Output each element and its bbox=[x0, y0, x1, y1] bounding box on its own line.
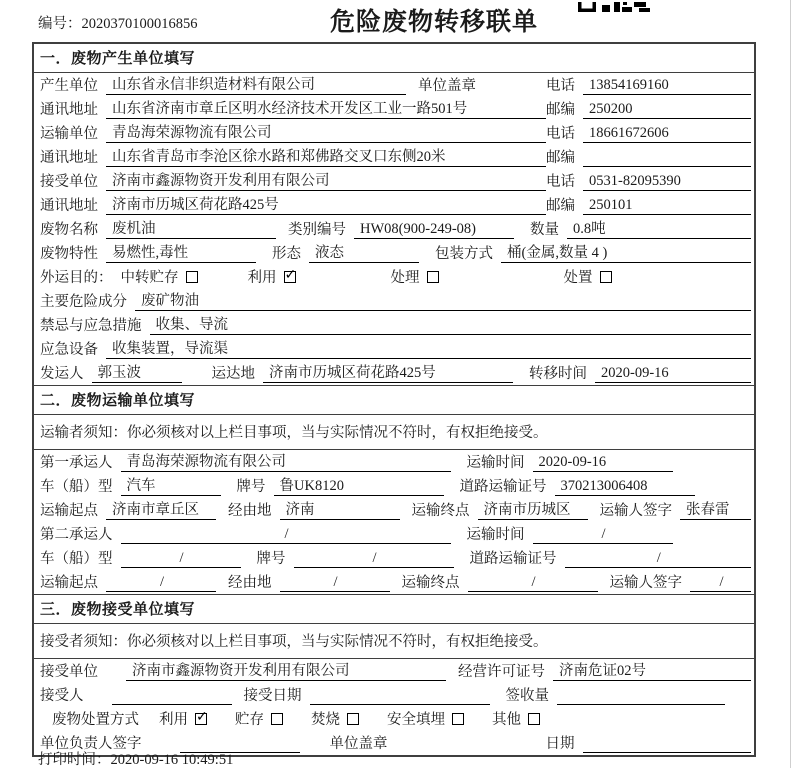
checkbox-label: 贮存 bbox=[235, 712, 264, 728]
transporter-signature-value: 张春雷 bbox=[680, 498, 751, 520]
plate-value: / bbox=[294, 550, 454, 568]
transporter-unit-value: 青岛海荣源物流有限公司 bbox=[106, 121, 546, 143]
hazard-component-row bbox=[34, 289, 754, 313]
origin-value: 济南市章丘区 bbox=[106, 498, 216, 520]
receiver-unit-value: 济南市鑫源物资开发利用有限公司 bbox=[106, 169, 546, 191]
section3-header: 三．废物接受单位填写 bbox=[34, 594, 754, 624]
transporter-unit-row bbox=[34, 121, 754, 145]
producer-unit-row bbox=[34, 73, 754, 97]
endpoint-value: / bbox=[468, 574, 598, 592]
checkbox-icon bbox=[427, 271, 439, 283]
field-label: 车（船）型 bbox=[40, 551, 113, 567]
checkbox-label: 利用 bbox=[159, 712, 188, 728]
endpoint-label: 运输终点 bbox=[401, 575, 460, 591]
field-label: 发运人 bbox=[40, 366, 84, 382]
transporter-signature-value: / bbox=[690, 574, 751, 592]
receiver-address-value: 济南市历城区荷花路425号 bbox=[106, 193, 546, 215]
plate-label: 牌号 bbox=[236, 479, 266, 495]
option-dispose bbox=[564, 266, 612, 287]
road-permit-label: 道路运输证号 bbox=[459, 479, 547, 495]
received-quantity-value bbox=[557, 687, 725, 705]
transfer-time-label: 转移时间 bbox=[529, 366, 587, 382]
option-utilize bbox=[248, 266, 296, 287]
checkbox-label: 处置 bbox=[563, 270, 593, 286]
acceptor-row bbox=[34, 683, 754, 707]
quantity-label: 数量 bbox=[530, 222, 559, 238]
field-label: 通讯地址 bbox=[40, 102, 98, 118]
accept-date-label: 接受日期 bbox=[243, 688, 302, 704]
transporter-address-row bbox=[34, 145, 754, 169]
field-label: 运输起点 bbox=[40, 575, 98, 591]
license-label: 经营许可证号 bbox=[458, 664, 545, 680]
option-utilize bbox=[159, 708, 207, 729]
doc-number-value: 2020370100016856 bbox=[81, 16, 198, 32]
option-other bbox=[492, 708, 540, 729]
road-permit-value: 370213006408 bbox=[555, 478, 696, 496]
field-label: 接受单位 bbox=[40, 174, 98, 190]
license-value: 济南危证02号 bbox=[553, 659, 751, 681]
document-header bbox=[0, 0, 796, 42]
field-label: 第一承运人 bbox=[40, 455, 113, 471]
receiver-unit-row bbox=[34, 169, 754, 193]
field-label: 废物处置方式 bbox=[52, 712, 139, 728]
phone-label: 电话 bbox=[546, 126, 575, 142]
field-label: 运输单位 bbox=[40, 126, 98, 142]
field-label: 禁忌与应急措施 bbox=[40, 318, 142, 334]
field-label: 产生单位 bbox=[40, 78, 98, 94]
waste-name-value: 废机油 bbox=[106, 217, 276, 239]
option-treat bbox=[391, 266, 439, 287]
qr-code-icon bbox=[578, 0, 650, 17]
field-label: 外运目的： bbox=[40, 270, 113, 286]
field-label: 主要危险成分 bbox=[40, 294, 127, 310]
transport-time-value: 2020-09-16 bbox=[533, 454, 673, 472]
road-permit-value: / bbox=[565, 550, 752, 568]
field-label: 接受单位 bbox=[40, 664, 98, 680]
outbound-purpose-row bbox=[34, 265, 754, 289]
disposal-method-row bbox=[34, 707, 754, 731]
via-label: 经由地 bbox=[228, 575, 272, 591]
print-timestamp bbox=[38, 748, 233, 768]
taboo-measures-value: 收集、导流 bbox=[150, 313, 752, 335]
option-incinerate bbox=[311, 708, 359, 729]
print-label: 打印时间： bbox=[38, 752, 111, 768]
field-label: 运输起点 bbox=[40, 503, 98, 519]
receiver-address-row bbox=[34, 193, 754, 217]
zip-label: 邮编 bbox=[546, 102, 575, 118]
form-state-value: 液态 bbox=[309, 241, 419, 263]
producer-address-row bbox=[34, 97, 754, 121]
checkbox-label: 处理 bbox=[390, 270, 420, 286]
transporter-notice: 运输者须知：你必须核对以上栏目事项，当与实际情况不符时，有权拒绝接受。 bbox=[34, 415, 754, 450]
received-quantity-label: 签收量 bbox=[505, 688, 549, 704]
shipper-row bbox=[34, 361, 754, 385]
shipper-value: 郭玉波 bbox=[92, 361, 182, 383]
packaging-label: 包装方式 bbox=[435, 246, 493, 262]
checkbox-icon bbox=[195, 713, 207, 725]
section2-header: 二．废物运输单位填写 bbox=[34, 385, 754, 415]
producer-phone-value: 13854169160 bbox=[583, 77, 751, 95]
transporter-zip-value bbox=[583, 149, 751, 167]
checkbox-label: 焚烧 bbox=[311, 712, 340, 728]
field-label: 废物名称 bbox=[40, 222, 98, 238]
field-label: 车（船）型 bbox=[40, 479, 113, 495]
plate-value: 鲁UK8120 bbox=[274, 474, 444, 496]
phone-label: 电话 bbox=[546, 174, 575, 190]
checkbox-icon bbox=[186, 271, 198, 283]
checkbox-icon bbox=[284, 271, 296, 283]
field-label: 单位负责人签字 bbox=[40, 736, 142, 752]
destination-label: 运达地 bbox=[211, 366, 255, 382]
field-label: 第二承运人 bbox=[40, 527, 113, 543]
vehicle-type-row-2 bbox=[34, 546, 754, 570]
doc-number bbox=[38, 12, 198, 33]
checkbox-icon bbox=[452, 713, 464, 725]
seal-label: 单位盖章 bbox=[418, 78, 476, 94]
date-value bbox=[583, 735, 752, 753]
category-code-label: 类别编号 bbox=[288, 222, 346, 238]
checkbox-label: 安全填埋 bbox=[387, 712, 445, 728]
first-carrier-value: 青岛海荣源物流有限公司 bbox=[121, 450, 451, 472]
emergency-equipment-row bbox=[34, 337, 754, 361]
accept-date-value bbox=[310, 687, 490, 705]
category-code-value: HW08(900-249-08) bbox=[354, 221, 514, 239]
zip-label: 邮编 bbox=[546, 198, 575, 214]
doc-number-label: 编号： bbox=[38, 16, 82, 32]
option-store bbox=[235, 708, 283, 729]
manifest-form-table bbox=[32, 42, 756, 757]
transporter-phone-value: 18661672606 bbox=[583, 125, 751, 143]
option-landfill bbox=[387, 708, 464, 729]
route-row-2 bbox=[34, 570, 754, 594]
checkbox-label: 其他 bbox=[492, 712, 521, 728]
checkbox-icon bbox=[347, 713, 359, 725]
accepting-unit-row bbox=[34, 659, 754, 683]
producer-unit-value: 山东省永信非织造材料有限公司 bbox=[106, 73, 406, 95]
seal-label: 单位盖章 bbox=[329, 736, 388, 752]
waste-name-row bbox=[34, 217, 754, 241]
checkbox-label: 利用 bbox=[247, 270, 277, 286]
transport-time-value: / bbox=[533, 526, 673, 544]
field-label: 废物特性 bbox=[40, 246, 98, 262]
form-state-label: 形态 bbox=[272, 246, 301, 262]
checkbox-icon bbox=[528, 713, 540, 725]
second-carrier-row bbox=[34, 522, 754, 546]
date-label: 日期 bbox=[545, 736, 575, 752]
option-transfer-storage bbox=[121, 266, 198, 287]
receiver-phone-value: 0531-82095390 bbox=[583, 173, 751, 191]
waste-property-value: 易燃性,毒性 bbox=[106, 241, 256, 263]
waste-property-row bbox=[34, 241, 754, 265]
vehicle-type-value: 汽车 bbox=[121, 474, 221, 496]
field-label: 应急设备 bbox=[40, 342, 98, 358]
page-edge-divider bbox=[790, 0, 791, 768]
page-title: 危险废物转移联单 bbox=[330, 9, 539, 36]
field-label: 通讯地址 bbox=[40, 150, 98, 166]
via-value: / bbox=[280, 574, 390, 592]
endpoint-label: 运输终点 bbox=[411, 503, 470, 519]
transporter-address-value: 山东省青岛市李沧区徐水路和郑佛路交叉口东侧20米 bbox=[106, 145, 546, 167]
road-permit-label: 道路运输证号 bbox=[469, 551, 557, 567]
origin-value: / bbox=[106, 574, 216, 592]
section1-header: 一．废物产生单位填写 bbox=[34, 44, 754, 73]
phone-label: 电话 bbox=[546, 78, 575, 94]
endpoint-value: 济南市历城区 bbox=[478, 498, 588, 520]
producer-address-value: 山东省济南市章丘区明水经济技术开发区工业一路501号 bbox=[106, 97, 546, 119]
print-time-value: 2020-09-16 10:49:51 bbox=[110, 752, 234, 768]
checkbox-icon bbox=[600, 271, 612, 283]
receiver-zip-value: 250101 bbox=[583, 197, 751, 215]
via-value: 济南 bbox=[280, 498, 400, 520]
first-carrier-row bbox=[34, 450, 754, 474]
route-row bbox=[34, 498, 754, 522]
destination-value: 济南市历城区荷花路425号 bbox=[263, 361, 513, 383]
signature-label: 运输人签字 bbox=[609, 575, 682, 591]
checkbox-icon bbox=[271, 713, 283, 725]
field-label: 接受人 bbox=[40, 688, 84, 704]
field-label: 通讯地址 bbox=[40, 198, 98, 214]
checkbox-label: 中转贮存 bbox=[120, 270, 179, 286]
transport-time-label: 运输时间 bbox=[466, 455, 525, 471]
hazard-component-value: 废矿物油 bbox=[135, 289, 751, 311]
vehicle-type-value: / bbox=[121, 550, 241, 568]
plate-label: 牌号 bbox=[256, 551, 286, 567]
signature-label: 运输人签字 bbox=[599, 503, 672, 519]
producer-zip-value: 250200 bbox=[583, 101, 751, 119]
via-label: 经由地 bbox=[228, 503, 272, 519]
second-carrier-value: / bbox=[121, 526, 451, 544]
transfer-time-value: 2020-09-16 bbox=[595, 365, 751, 383]
acceptor-value bbox=[112, 687, 232, 705]
taboo-measures-row bbox=[34, 313, 754, 337]
emergency-equipment-value: 收集装置，导流渠 bbox=[106, 337, 751, 359]
receiver-notice: 接受者须知：你必须核对以上栏目事项，当与实际情况不符时，有权拒绝接受。 bbox=[34, 624, 754, 659]
packaging-value: 桶(金属,数量 4 ) bbox=[501, 241, 751, 263]
vehicle-type-row bbox=[34, 474, 754, 498]
transport-time-label: 运输时间 bbox=[466, 527, 525, 543]
quantity-value: 0.8吨 bbox=[567, 217, 751, 239]
zip-label: 邮编 bbox=[546, 150, 575, 166]
accepting-unit-value: 济南市鑫源物资开发利用有限公司 bbox=[126, 659, 446, 681]
